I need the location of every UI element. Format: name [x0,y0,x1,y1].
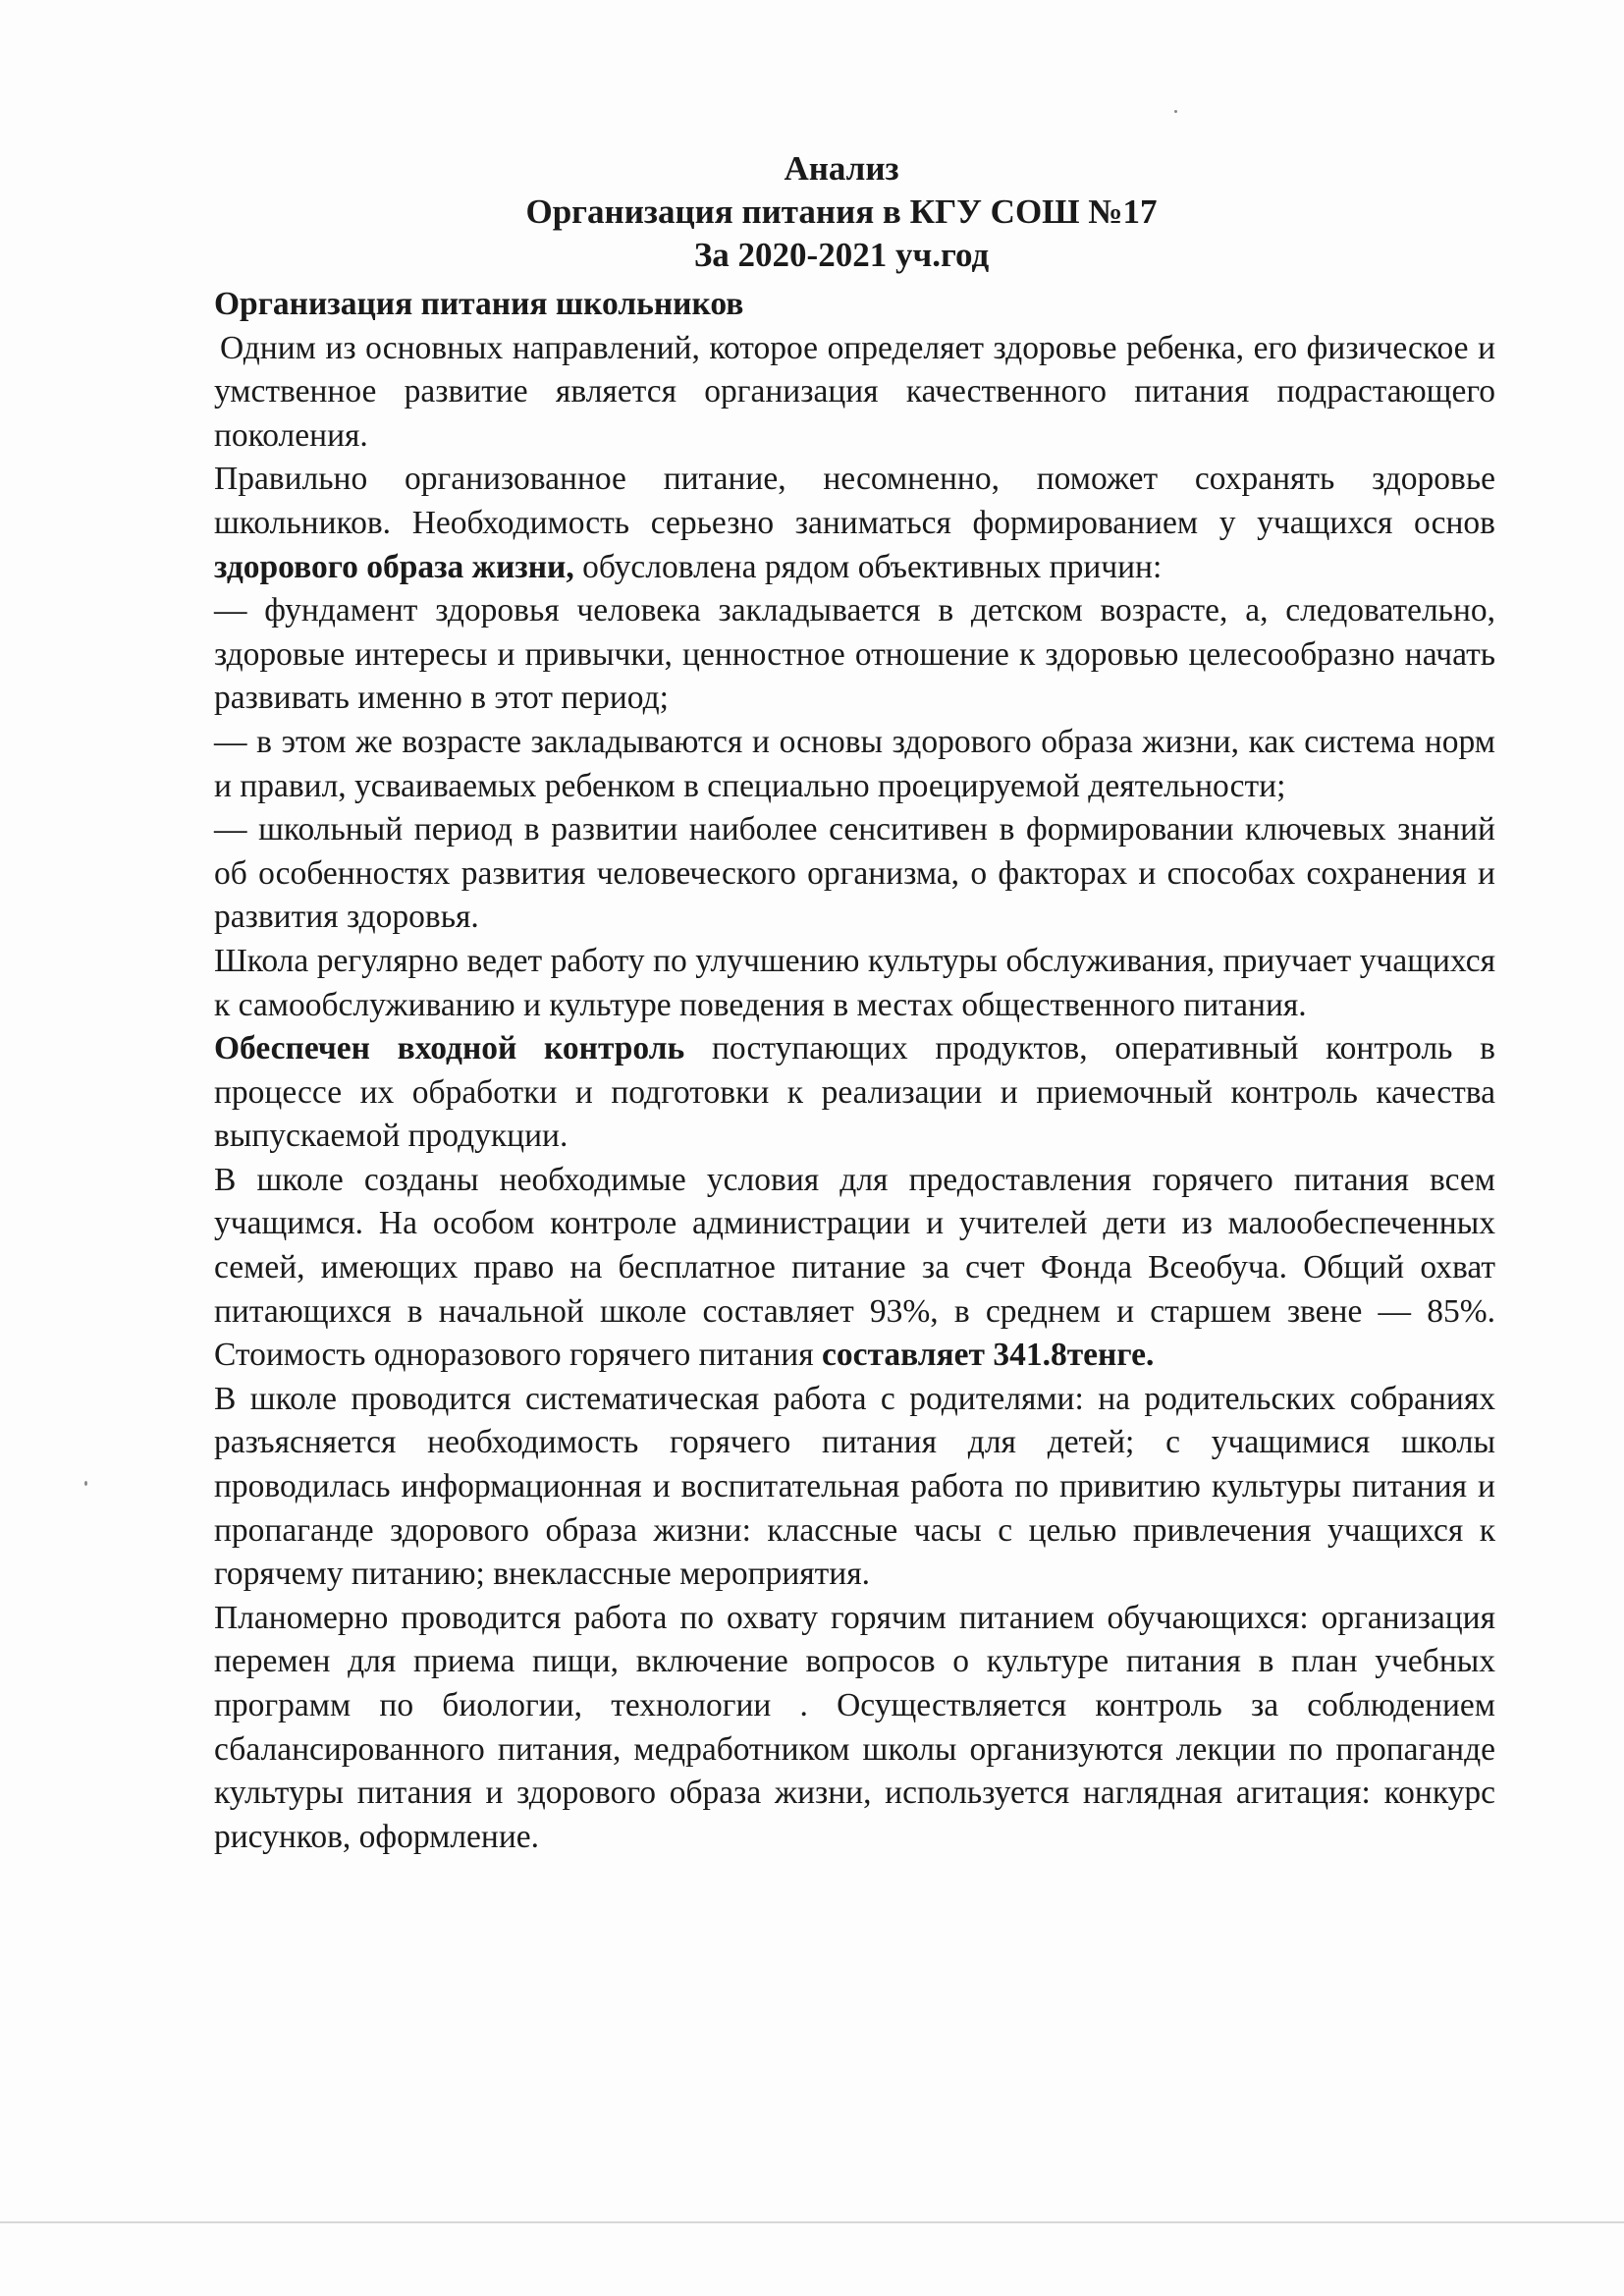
document-title [0,147,1624,277]
paragraph-reasons-text: Правильно организованное питание, несомненно, поможет сохранять здоровье школьников. Необходимость серьезно заниматься формированием у учащихся основ [214,461,1495,541]
paragraph-reasons [214,458,1495,589]
paragraph-hot-meals [214,1159,1495,1378]
scan-edge-line [0,2221,1624,2223]
document-body [214,283,1495,1859]
bullet-school-period: — школьный период в развитии наиболее сенситивен в формировании ключевых знаний об особенностях развития человеческого организма, о факторах и способах сохранения и развития здоровья. [214,811,1495,936]
paragraph-hot-meals-price: составляет 341.8тенге. [821,1337,1155,1374]
bullet-foundation: — фундамент здоровья человека закладывается в детском возрасте, а, следовательно, здоровые интересы и привычки, ценностное отношение к здоровью целесообразно начать развивать именно в этот период; [214,592,1495,717]
paragraph-parents: В школе проводится систематическая работа с родителями: на родительских собраниях разъясняется необходимость горячего питания для детей; с учащимися школы проводилась информационная и воспитательная работа по привитию культуры питания и пропаганде здорового образа жизни: классные часы с целью привлечения учащихся к горячему питанию; внеклассные мероприятия. [214,1380,1495,1593]
paragraph-control-bold: Обеспечен входной контроль [214,1030,685,1067]
paragraph-reasons-tail: обусловлена рядом объективных причин: [573,548,1163,585]
paragraph-control [214,1027,1495,1159]
paragraph-control-text: поступающих продуктов, оперативный контроль в процессе их обработки и подготовки к реализации и приемочный контроль качества выпускаемой продукции. [214,1030,1496,1155]
scan-speck [1174,110,1177,113]
bullet-norms: — в этом же возрасте закладываются и основы здорового образа жизни, как система норм и правил, усваиваемых ребенком в специально проецируемой деятельности; [214,723,1495,804]
paragraph-intro: Одним из основных направлений, которое определяет здоровье ребенка, его физическое и умственное развитие является организация качественного питания подрастающего поколения. [214,329,1495,454]
paragraph-service-culture: Школа регулярно ведет работу по улучшению культуры обслуживания, приучает учащихся к самообслуживанию и культуре поведения в местах общественного питания. [214,942,1495,1023]
title-year: За 2020-2021 уч.год [693,236,990,274]
paragraph-reasons-bold: здорового образа жизни, [214,548,574,585]
section-heading: Организация питания школьников [214,286,744,322]
title-analysis: Анализ [784,149,899,188]
scan-speck [84,1481,87,1486]
paragraph-hot-meals-text: В школе созданы необходимые условия для предоставления горячего питания всем учащимся. На особом контроле администрации и учителей дети из малообеспеченных семей, имеющих право на бесплатное питание за счет Фонда Всеобуча. Общий охват питающихся в начальной школе составляет 93%, в среднем и старшем звене — 85%. Стоимость одноразового горячего питания [214,1161,1495,1374]
title-organization: Организация питания в КГУ СОШ №17 [525,192,1158,231]
paragraph-systematic: Планомерно проводится работа по охвату горячим питанием обучающихся: организация перемен для приема пищи, включение вопросов о культуре питания в план учебных программ по биологии, технологии . Осуществляется контроль за соблюдением сбалансированного питания, медработником школы организуются лекции по пропаганде культуры питания и здорового образа жизни, используется наглядная агитация: конкурс рисунков, оформление. [214,1599,1495,1855]
